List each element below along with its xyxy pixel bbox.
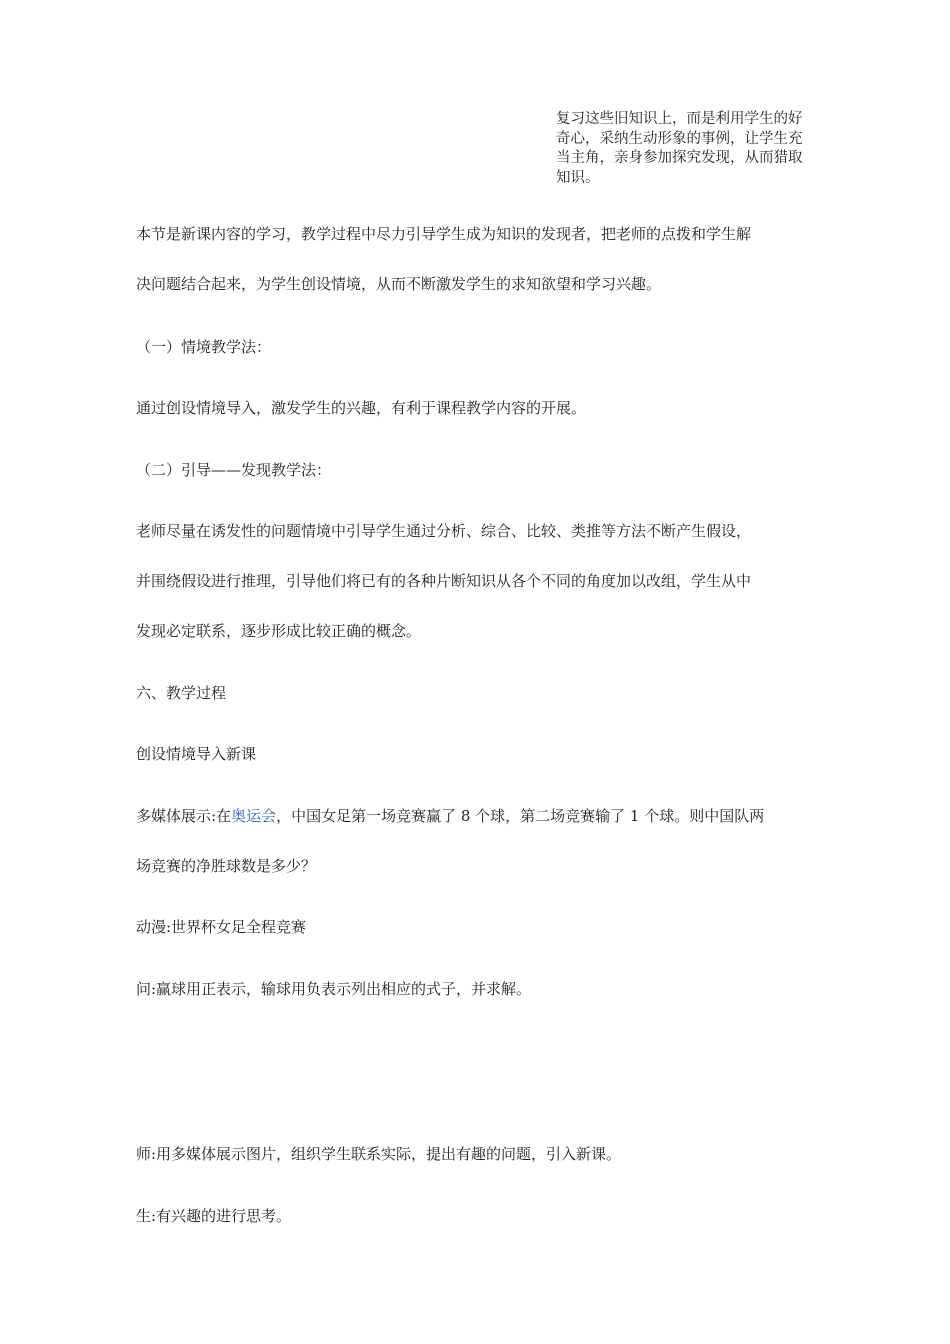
top-block-line: 知识。 xyxy=(556,169,600,186)
teacher-line: 师:用多媒体展示图片，组织学生联系实际，提出有趣的问题，引入新课。 xyxy=(136,1145,622,1163)
anime-line: 动漫:世界杯女足全程竞赛 xyxy=(136,918,307,936)
section-text-situational: 通过创设情境导入，激发学生的兴趣，有利于课程教学内容的开展。 xyxy=(136,399,587,417)
question-line: 问:赢球用正表示，输球用负表示列出相应的式子，并求解。 xyxy=(136,980,532,998)
subheading-intro: 创设情境导入新课 xyxy=(136,745,257,763)
top-block-line: 奇心，采纳生动形象的事例，让学生充 xyxy=(556,130,803,147)
section-title-guided: （二）引导——发现教学法： xyxy=(136,461,332,479)
top-block-line: 复习这些旧知识上，而是利用学生的好 xyxy=(556,111,803,127)
multimedia-line-2: 场竞赛的净胜球数是多少？ xyxy=(136,857,317,875)
multimedia-prefix: 多媒体展示:在 xyxy=(136,807,232,825)
section-text-guided-line: 老师尽量在诱发性的问题情境中引导学生通过分析、综合、比较、类推等方法不断产生假设， xyxy=(136,522,752,540)
intro-paragraph-line: 决问题结合起来，为学生创设情境，从而不断激发学生的求知欲望和学习兴趣。 xyxy=(136,275,662,293)
student-line: 生:有兴趣的进行思考。 xyxy=(136,1207,292,1225)
multimedia-line xyxy=(136,806,764,826)
section-text-guided-line: 并围绕假设进行推理，引导他们将已有的各种片断知识从各个不同的角度加以改组，学生从中 xyxy=(136,572,752,590)
olympics-link[interactable]: 奥运会 xyxy=(231,807,277,825)
top-right-text-block xyxy=(556,110,848,188)
multimedia-rest: ，中国女足第一场竞赛赢了 8 个球，第二场竞赛输了 1 个球。则中国队两 xyxy=(276,807,765,825)
section-text-guided-line: 发现必定联系，逐步形成比较正确的概念。 xyxy=(136,622,422,640)
intro-paragraph-line: 本节是新课内容的学习，教学过程中尽力引导学生成为知识的发现者，把老师的点拨和学生解 xyxy=(136,225,752,243)
section-title-situational: （一）情境教学法： xyxy=(136,338,272,356)
top-block-line: 当主角，亲身参加探究发现，从而猎取 xyxy=(556,150,803,166)
heading-teaching-process: 六、教学过程 xyxy=(136,684,227,702)
